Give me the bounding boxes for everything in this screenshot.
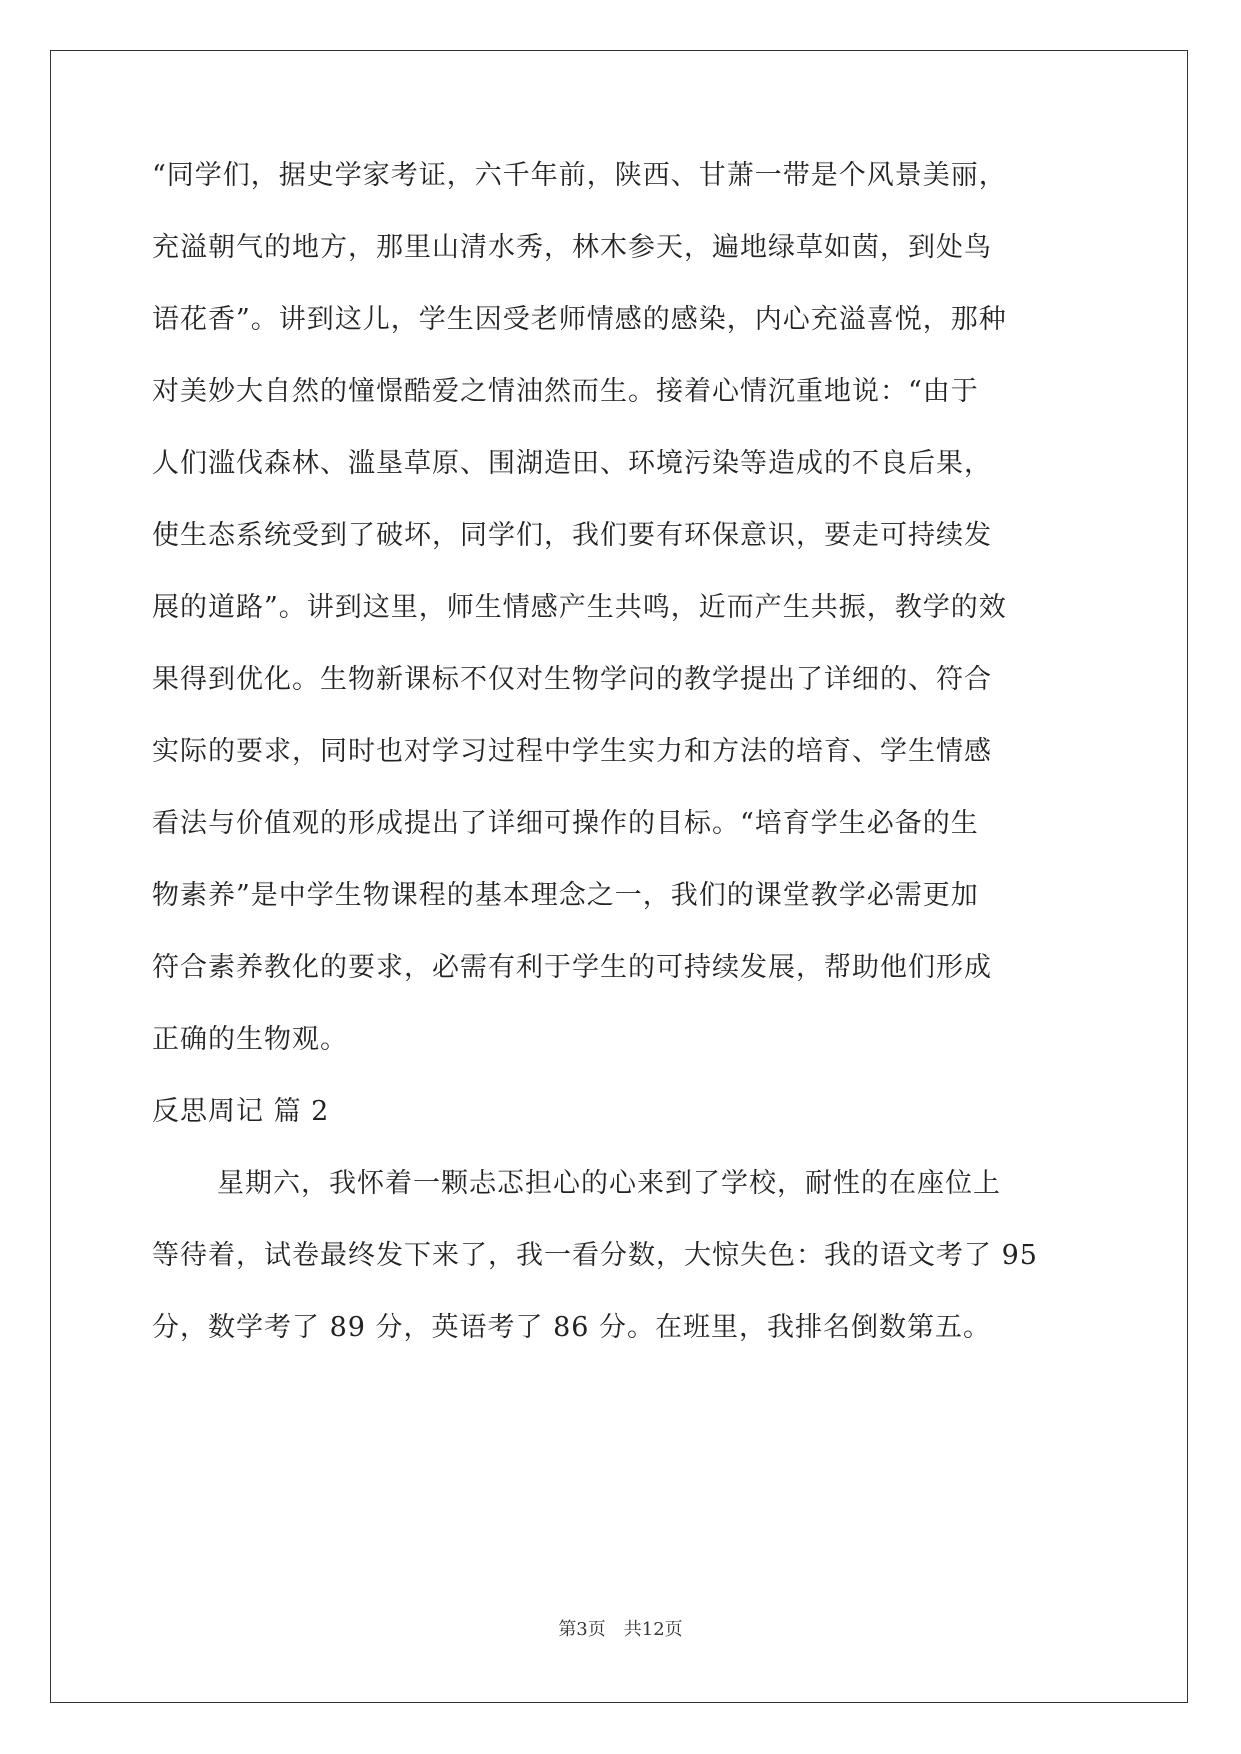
paragraph-line: “同学们，据史学家考证，六千年前，陕西、甘萧一带是个风景美丽， bbox=[152, 160, 1007, 191]
paragraph-line: 果得到优化。生物新课标不仅对生物学问的教学提出了详细的、符合 bbox=[152, 664, 992, 695]
paragraph-line: 符合素养教化的要求，必需有利于学生的可持续发展，帮助他们形成 bbox=[152, 952, 992, 983]
paragraph-line: 对美妙大自然的憧憬酷爱之情油然而生。接着心情沉重地说：“由于 bbox=[152, 376, 979, 407]
paragraph-line: 人们滥伐森林、滥垦草原、围湖造田、环境污染等造成的不良后果， bbox=[152, 448, 992, 479]
page-number: 第3页 bbox=[558, 1619, 606, 1640]
paragraph-line: 使生态系统受到了破坏，同学们，我们要有环保意识，要走可持续发 bbox=[152, 520, 992, 551]
paragraph-line: 正确的生物观。 bbox=[152, 1024, 348, 1055]
paragraph-line: 充溢朝气的地方，那里山清水秀，林木参天，遍地绿草如茵，到处鸟 bbox=[152, 232, 992, 263]
paragraph-line: 物素养”是中学生物课程的基本理念之一，我们的课堂教学必需更加 bbox=[152, 880, 979, 911]
paragraph-line: 实际的要求，同时也对学习过程中学生实力和方法的培育、学生情感 bbox=[152, 736, 992, 767]
paragraph-line: 星期六，我怀着一颗忐忑担心的心来到了学校，耐性的在座位上 bbox=[217, 1168, 1001, 1199]
paragraph-line: 等待着，试卷最终发下来了，我一看分数，大惊失色：我的语文考了 95 bbox=[152, 1240, 1038, 1271]
paragraph-line: 看法与价值观的形成提出了详细可操作的目标。“培育学生必备的生 bbox=[152, 808, 979, 839]
section-heading: 反思周记 篇 2 bbox=[152, 1096, 330, 1127]
page-total: 共12页 bbox=[623, 1619, 683, 1640]
paragraph-line: 语花香”。讲到这儿，学生因受老师情感的感染，内心充溢喜悦，那种 bbox=[152, 304, 1007, 335]
page-footer bbox=[0, 1618, 1241, 1642]
paragraph-line: 展的道路”。讲到这里，师生情感产生共鸣，近而产生共振，教学的效 bbox=[152, 592, 1007, 623]
paragraph-line: 分，数学考了 89 分，英语考了 86 分。在班里，我排名倒数第五。 bbox=[152, 1312, 992, 1343]
